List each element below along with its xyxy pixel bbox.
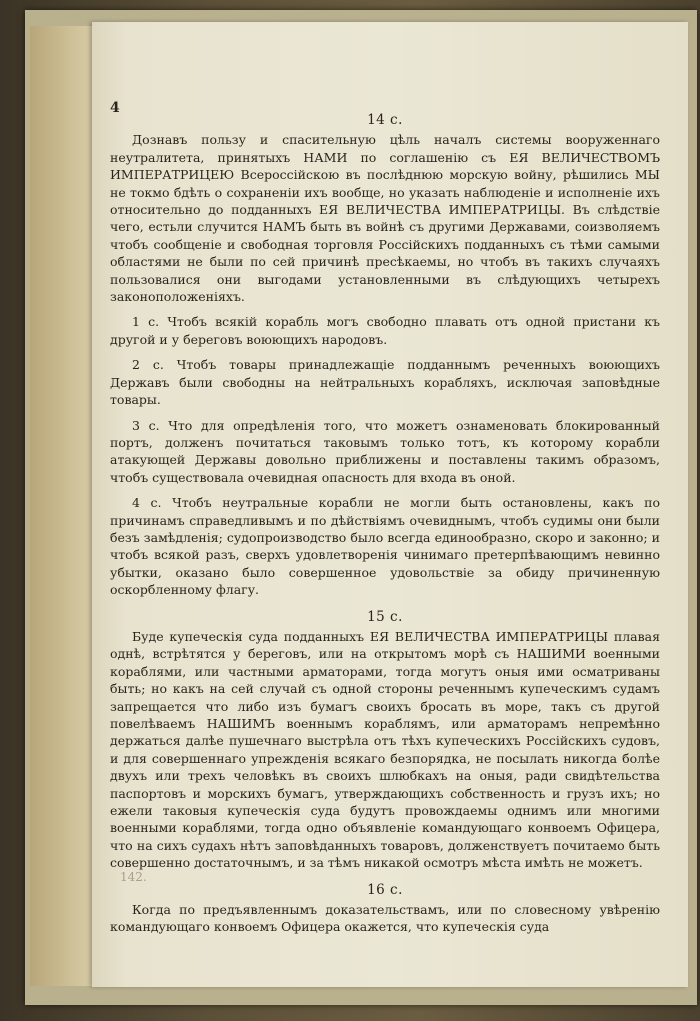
section-14-clause-2: 2 с. Чтобъ товары принадлежащіе подданнымъ реченныхъ воюющихъ Державъ были свободны на нейтральныхъ корабляхъ, исключая заповѣдные товары.: [110, 357, 660, 408]
faint-ink-stamp: 142.: [120, 870, 147, 884]
section-16-text: Когда по предъявленнымъ доказательствамъ, или по словесному увѣренію командующаго конвоемъ Офицера окажется, что купеческія суда: [110, 902, 660, 935]
page-number: 4: [110, 100, 120, 116]
section-14-clause-4: 4 с. Чтобъ неутральные корабли не могли быть остановлены, какъ по причинамъ справедливымъ и по дѣйствіямъ очевиднымъ, чтобъ судимы они были безъ замѣдленія; судопроизводство было всегда единообразно, скоро и законно; и чтобъ всякой разъ, сверхъ удовлетворенія чинимаго претерпѣвающимъ невинно убытки, оказано было совершенное удовольствіе за обиду причиненную оскорбленному флагу.: [110, 495, 660, 598]
section-14-clause-1: 1 с. Чтобъ всякій корабль могъ свободно плавать отъ одной пристани къ другой и у береговъ воюющихъ народовъ.: [110, 314, 660, 347]
section-heading-14: 14 с.: [367, 112, 403, 128]
section-15-text: Буде купеческія суда подданныхъ ЕЯ ВЕЛИЧЕСТВА ИМПЕРАТРИЦЫ плавая однѣ, встрѣтятся у береговъ, или на открытомъ морѣ съ НАШИМИ военными кораблями, или частными арматорами, тогда могутъ оныя ими осматриваны быть; но какъ на сей случай съ одной стороны реченнымъ купеческимъ судамъ запрещается что либо изъ бумагъ своихъ бросать въ море, такъ съ другой повелѣваемъ НАШИМЪ военнымъ кораблямъ, или арматорамъ непремѣнно держаться далѣе пушечнаго выстрѣла отъ тѣхъ купеческихъ Россійскихъ судовъ, и для совершеннаго упрежденія всякаго безпорядка, не посылать никогда болѣе двухъ или трехъ человѣкъ въ своихъ шлюбкахъ на оныя, ради свидѣтельства паспортовъ и морскихъ бумагъ, утверждающихъ собственность и грузъ ихъ; но ежели таковыя купеческія суда будутъ провождаемы однимъ или многими военными кораблями, тогда одно объявленіе командующаго конвоемъ Офицера, что на сихъ судахъ нѣтъ заповѣданныхъ товаровъ, долженствуетъ почитаемо быть совершенно достаточнымъ, и за тѣмъ никакой осмотръ мѣста имѣть не можетъ.: [110, 628, 660, 871]
section-14-intro: Дознавъ пользу и спасительную цѣль началъ системы вооруженнаго неутралитета, принятыхъ НАМИ по соглашенію съ ЕЯ ВЕЛИЧЕСТВОМЪ ИМПЕРАТРИЦЕЮ Всероссійскою въ послѣднюю морскую войну, рѣшились МЫ не токмо бдѣть о сохраненіи ихъ вообще, но указать наблюденіе и исполненіе ихъ относительно до подданныхъ ЕЯ ВЕЛИЧЕСТВА ИМПЕРАТРИЦЫ. Въ слѣдствіе чего, естьли случится НАМЪ быть въ войнѣ съ другими Державами, соизволяемъ чтобъ сообщеніе и свободная торговля Россійскихъ подданныхъ съ тѣми самыми областями не были по сей причинѣ пресѣкаемы, но чтобъ въ такихъ случаяхъ пользовалися они выгодами установленными въ слѣдующихъ четырехъ законоположеніяхъ.: [110, 132, 660, 305]
page-text-area: [110, 100, 660, 960]
section-heading-15: 15 с.: [367, 608, 403, 625]
section-14-clause-3: 3 с. Что для опредѣленія того, что можетъ ознаменовать блокированный портъ, долженъ почитаться таковымъ только тотъ, къ которому корабли атакующей Державы довольно приближены и поставлены такимъ образомъ, чтобъ существовала очевидная опасность для входа въ оной.: [110, 417, 660, 485]
section-heading-16: 16 с.: [367, 881, 403, 898]
